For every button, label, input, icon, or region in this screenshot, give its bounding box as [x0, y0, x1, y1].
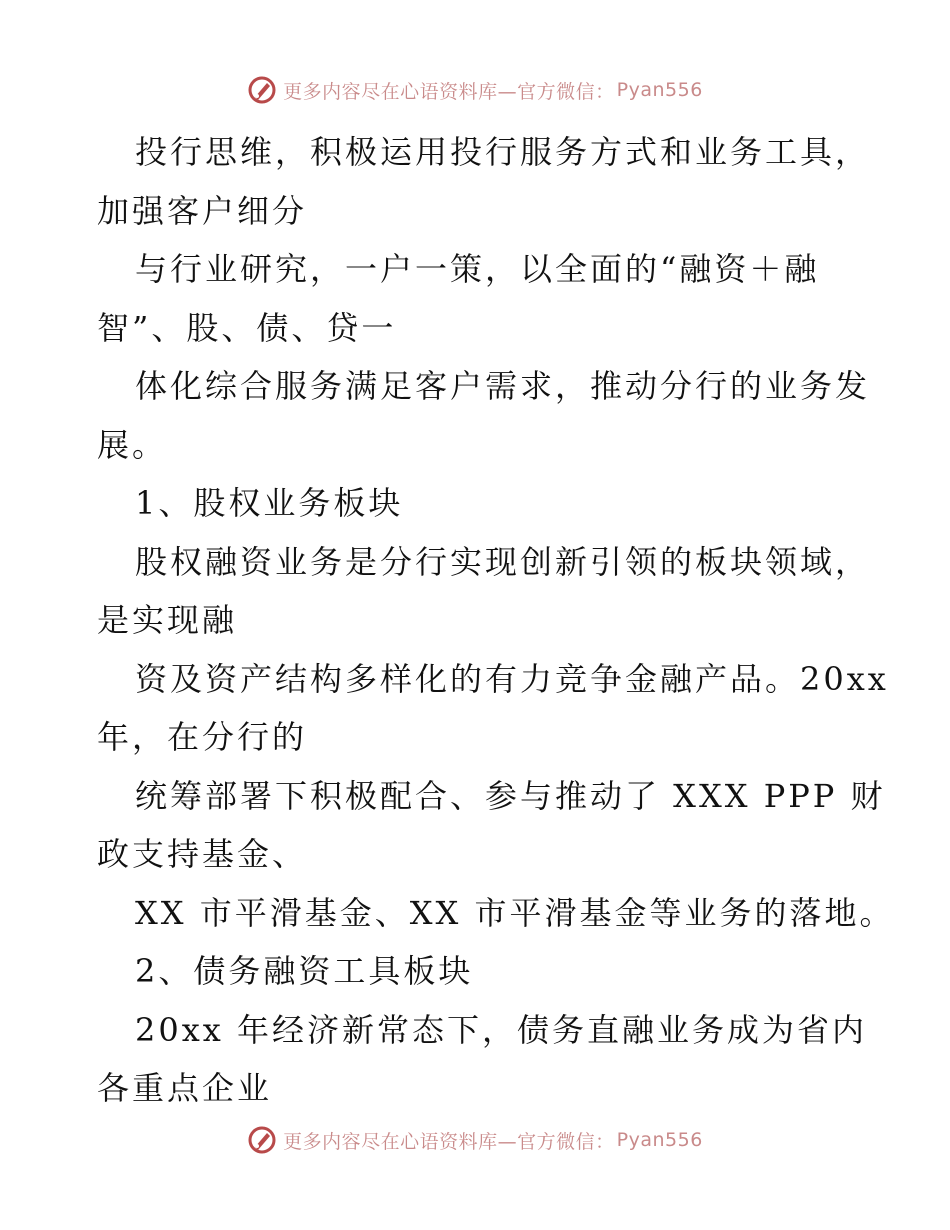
text-line: 体化综合服务满足客户需求，推动分行的业务发	[135, 367, 871, 405]
text-line: 统筹部署下积极配合、参与推动了 XXX PPP 财	[135, 776, 886, 815]
text-line: 年，在分行的	[97, 718, 308, 756]
watermark-text: 更多内容尽在心语资料库—官方微信：	[283, 80, 615, 103]
text-line: 股权融资业务是分行实现创新引领的板块领域，	[135, 542, 871, 581]
section-heading: 2、债务融资工具板块	[135, 952, 474, 990]
text-line: 加强客户细分	[97, 191, 308, 230]
header-watermark	[0, 70, 950, 110]
text-line: 展。	[97, 425, 168, 464]
text-line: 20xx 年经济新常态下，债务直融业务成为省内	[135, 1010, 867, 1049]
text-line: 资及资产结构多样化的有力竞争金融产品。20xx	[135, 659, 889, 698]
watermark-handle: Pyan556	[616, 1129, 703, 1151]
watermark-handle: Pyan556	[616, 79, 703, 101]
document-body	[97, 123, 895, 1118]
text-line: 智”、股、债、贷一	[97, 308, 397, 347]
text-line: 投行思维，积极运用投行服务方式和业务工具，	[135, 133, 871, 171]
text-line: 是实现融	[97, 601, 238, 639]
footer-watermark	[0, 1120, 950, 1160]
text-line: XX 市平滑基金、XX 市平滑基金等业务的落地。	[135, 893, 895, 932]
pen-logo-icon	[247, 75, 277, 105]
watermark-text: 更多内容尽在心语资料库—官方微信：	[283, 1130, 615, 1153]
section-heading: 1、股权业务板块	[135, 484, 404, 522]
text-line: 政支持基金、	[97, 835, 308, 873]
text-line: 各重点企业	[97, 1069, 273, 1107]
text-line: 与行业研究，一户一策，以全面的“融资＋融	[135, 250, 820, 288]
pen-logo-icon	[247, 1125, 277, 1155]
